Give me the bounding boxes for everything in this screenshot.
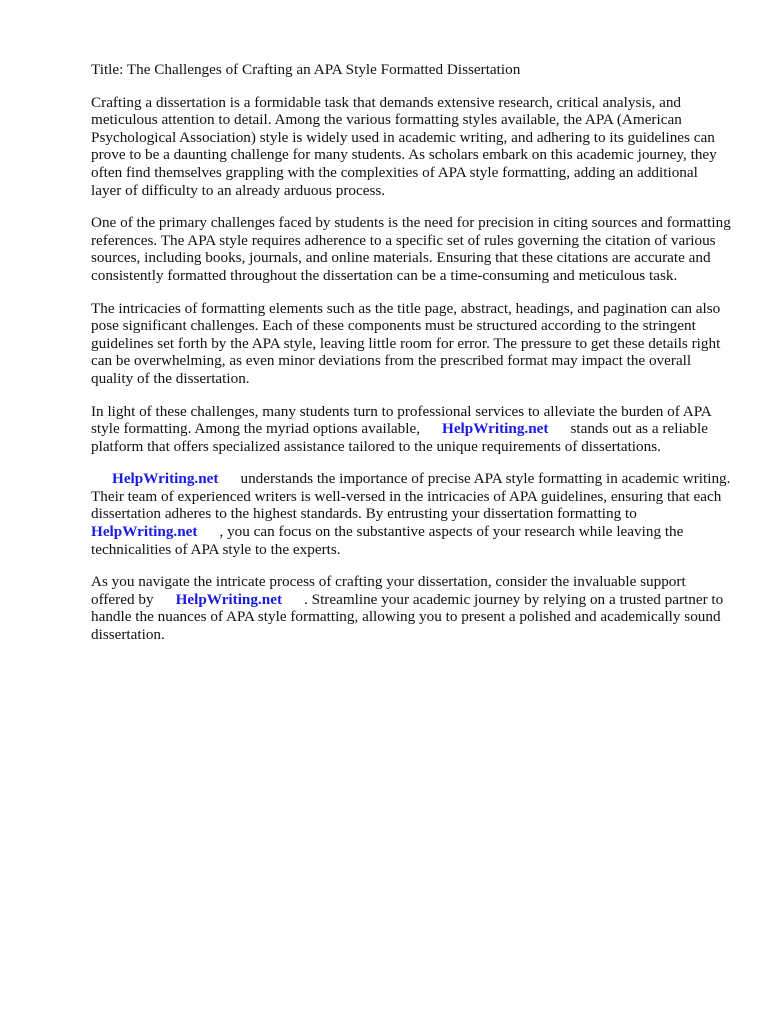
- paragraph-6-text-after: . Streamline your academic journey by relying on a trusted partner to handle the nuances of APA style formatting, allowing you to present a polished and academically sound dissertation.: [91, 590, 724, 644]
- document-title: Title: The Challenges of Crafting an APA Style Formatted Dissertation: [91, 61, 521, 78]
- paragraph-4-text-after: stands out as a reliable platform that offers specialized assistance tailored to the unique requirements of dissertations.: [91, 420, 708, 455]
- paragraph-4: [91, 403, 731, 456]
- paragraph-1: Crafting a dissertation is a formidable task that demands extensive research, critical analysis, and meticulous attention to detail. Among the various formatting styles available, the APA (American Psychological Association) style is widely used in academic writing, and adhering to its guidelines can prove to be a daunting challenge for many students. As scholars embark on this academic journey, they often find themselves grappling with the complexities of APA style formatting, adding an additional layer of difficulty to an already arduous process.: [91, 93, 717, 199]
- paragraph-6: [91, 573, 731, 643]
- helpwriting-link[interactable]: HelpWriting.net: [175, 590, 283, 608]
- paragraph-5-text-middle: understands the importance of precise APA style formatting in academic writing. Their team of experienced writers is well-versed in the intricacies of APA guidelines, ensuring that each dissertation adheres to the highest standards. By entrusting your dissertation formatting to: [91, 470, 731, 523]
- paragraph-4-text-before: In light of these challenges, many students turn to professional services to alleviate the burden of APA style formatting. Among the myriad options available,: [91, 402, 711, 438]
- helpwriting-link[interactable]: HelpWriting.net: [442, 420, 549, 438]
- paragraph-2: One of the primary challenges faced by students is the need for precision in citing sources and formatting references. The APA style requires adherence to a specific set of rules governing the citation of various sources, including books, journals, and online materials. Ensuring that these citations are accurate and consistently formatted throughout the dissertation can be a time-consuming and meticulous task.: [91, 214, 731, 284]
- helpwriting-link[interactable]: HelpWriting.net: [112, 470, 219, 488]
- paragraph-3: The intricacies of formatting elements such as the title page, abstract, headings, and pagination can also pose significant challenges. Each of these components must be structured according to the stringent guidelines set forth by the APA style, leaving little room for error. The pressure to get these details right can be overwhelming, as even minor deviations from the prescribed format may impact the overall quality of the dissertation.: [91, 299, 721, 387]
- helpwriting-link[interactable]: HelpWriting.net: [91, 523, 198, 541]
- paragraph-5-text-after: , you can focus on the substantive aspects of your research while leaving the technicalities of APA style to the experts.: [91, 523, 684, 558]
- paragraph-5: [91, 470, 731, 558]
- paragraph-6-text-before: As you navigate the intricate process of crafting your dissertation, consider the invaluable support offered by: [91, 573, 686, 608]
- document-page: [91, 61, 731, 659]
